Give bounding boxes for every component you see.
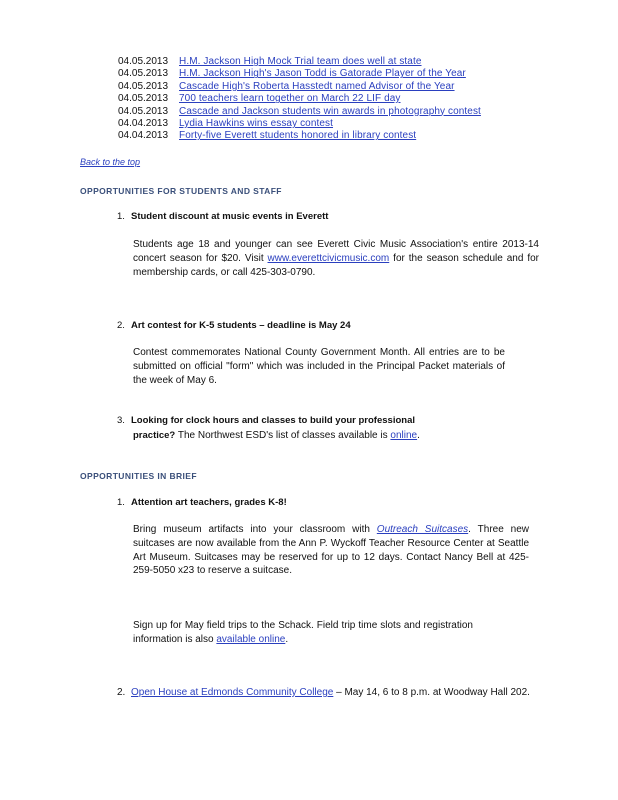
news-link[interactable]: H.M. Jackson High's Jason Todd is Gatorade Player of the Year [179,68,466,80]
news-link[interactable]: H.M. Jackson High Mock Trial team does well at state [179,56,422,67]
item-title: Looking for clock hours and classes to build your professional [131,415,415,426]
online-link[interactable]: online [390,430,418,441]
news-list [118,56,481,143]
paragraph-text: . [417,430,420,441]
news-row [118,81,481,93]
news-date: 04.05.2013 [118,68,169,80]
paragraph-text: . [285,633,289,645]
news-link[interactable]: 700 teachers learn together on March 22 LIF day [179,93,401,105]
paragraph-text: Sign up for May field trips to the Schack. Field trip time slots and registration information is also [133,620,473,645]
item-title: Attention art teachers, grades K-8! [131,497,287,508]
paragraph-text: The Northwest ESD's list of classes available is [175,430,391,441]
item-title: Art contest for K-5 students – deadline is May 24 [131,320,351,331]
item-paragraph [133,429,505,442]
news-date: 04.05.2013 [118,56,169,67]
paragraph-text: for the season schedule and for membership cards, or call 425-303-0790. [133,252,540,278]
news-row [118,106,481,118]
item-number: 1. [117,497,125,508]
news-row [118,130,481,142]
outreach-suitcases-link[interactable]: Outreach Suitcases [376,524,469,535]
news-date: 04.05.2013 [118,80,169,92]
item-heading [117,497,287,508]
item-paragraph [133,238,539,279]
item-heading [117,415,415,426]
section-heading-in-brief: OPPORTUNITIES IN BRIEF [80,471,197,481]
item-title: Student discount at music events in Everett [131,211,329,222]
back-to-top-link[interactable]: Back to the top [80,157,141,167]
item-number: 2. [117,687,126,698]
news-row [118,118,481,130]
item-title-cont: practice? [133,430,176,441]
paragraph-text: . Three new suitcases are now available from the Ann P. Wyckoff Teacher Resource Center at Seattle Art Museum. Suitcases may be reserved for up to 12 days. Contact Nancy Bell at 425-259-5050 x23 to reserve a suitcase. [133,524,530,577]
news-row [118,93,481,105]
available-online-link[interactable]: available online [216,633,286,645]
news-link[interactable]: Cascade High's Roberta Hasstedt named Advisor of the Year [179,80,455,92]
item-heading [117,686,537,700]
news-link[interactable]: Forty-five Everett students honored in library contest [179,130,417,142]
paragraph-text: Students age 18 and younger can see Everett Civic Music Association's entire 2013-14 concert season for $20. Visit [133,239,539,264]
news-link[interactable]: Lydia Hawkins wins essay contest [179,118,334,130]
paragraph-text: – May 14, 6 to 8 p.m. at Woodway Hall 202. [333,687,530,698]
news-row [118,56,481,68]
item-paragraph [133,619,473,647]
open-house-link[interactable]: Open House at Edmonds Community College [131,687,334,698]
news-date: 04.04.2013 [118,118,169,130]
news-date: 04.05.2013 [118,93,169,105]
news-row [118,68,481,80]
news-date: 04.05.2013 [118,105,169,117]
paragraph-text: Bring museum artifacts into your classroom with [133,524,377,535]
item-heading [117,320,351,331]
section-heading-students-staff: OPPORTUNITIES FOR STUDENTS AND STAFF [80,186,282,196]
everett-civic-music-link[interactable]: www.everettcivicmusic.com [267,252,390,264]
news-link[interactable]: Cascade and Jackson students win awards in photography contest [179,105,481,117]
item-heading [117,211,328,222]
item-number: 1. [117,211,125,222]
item-number: 3. [117,415,125,426]
item-paragraph [133,523,529,578]
news-date: 04.04.2013 [118,130,169,142]
item-number: 2. [117,320,125,331]
item-paragraph: Contest commemorates National County Government Month. All entries are to be submitted on official "form" which was included in the Principal Packet materials of the week of May 6. [133,347,505,386]
